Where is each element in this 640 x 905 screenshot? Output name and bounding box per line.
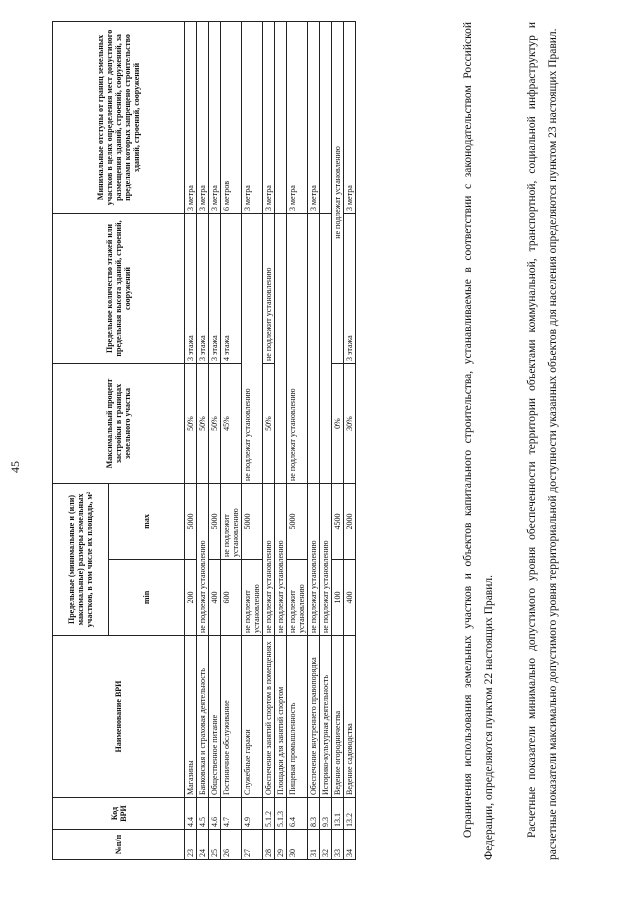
cell-code: 5.1.2 — [263, 798, 275, 830]
cell-max: 5000 — [185, 484, 197, 560]
cell-percent: 0% — [332, 364, 344, 484]
cell-min: 200 — [185, 560, 197, 636]
table-row — [242, 22, 263, 860]
cell-floors: 3 этажа — [209, 214, 221, 364]
cell-num: 29 — [275, 830, 287, 860]
cell-name: Историко-культурная деятельность — [320, 636, 332, 798]
cell-max: 5000 — [209, 484, 221, 560]
cell-setback: 3 метра — [197, 22, 209, 214]
header-num: №п/п — [53, 830, 185, 860]
cell-setback: 3 метра — [263, 22, 275, 214]
cell-code: 5.1.3 — [275, 798, 287, 830]
cell-min: 600 — [221, 560, 242, 636]
table-row — [275, 22, 287, 860]
cell-max: 2000 — [344, 484, 356, 560]
cell-code: 4.5 — [197, 798, 209, 830]
header-max: max — [109, 484, 185, 560]
paragraph-calculated-indicators: Расчетные показатели минимально допустимого уровня обеспеченности территории объектами коммунальной, транспортной, социальной инфраструктур и расчетные показатели максимально допустимого уровня территориальной доступности указанных объектов для населения определяются пунктом 23 настоящих Правил. — [526, 22, 559, 860]
cell-name: Банковская и страховая деятельность — [197, 636, 209, 798]
cell-name: Общественное питание — [209, 636, 221, 798]
cell-percent-floors: не подлежат установлению — [287, 214, 308, 484]
cell-minmax: не подлежат установлению — [308, 484, 320, 636]
cell-minmax: не подлежат установлению — [320, 484, 332, 636]
cell-setback: 3 метра — [344, 22, 356, 214]
cell-empty — [275, 22, 287, 214]
cell-code: 13.2 — [344, 798, 356, 830]
cell-setback: 3 метра — [209, 22, 221, 214]
cell-max: не подлежит установлению — [221, 484, 242, 560]
table-row — [320, 22, 332, 860]
cell-num: 28 — [263, 830, 275, 860]
cell-floors: не подлежит установлению — [263, 214, 275, 364]
cell-num: 31 — [308, 830, 320, 860]
cell-minmax: не подлежат установлению — [275, 484, 287, 636]
table-row — [221, 22, 242, 860]
cell-minmax: не подлежат установлению — [197, 484, 209, 636]
cell-name: Пищевая промышленность — [287, 636, 308, 798]
cell-max: 4500 — [332, 484, 344, 560]
cell-percent: 50% — [263, 364, 275, 484]
table-row — [332, 22, 344, 860]
cell-name: Служебные гаражи — [242, 636, 263, 798]
table-row — [209, 22, 221, 860]
cell-empty — [308, 214, 320, 484]
regulations-table — [52, 21, 356, 860]
header-name: Наименование ВРИ — [53, 636, 185, 798]
cell-min: 400 — [209, 560, 221, 636]
cell-min: 400 — [344, 560, 356, 636]
cell-max: 5000 — [287, 484, 308, 560]
header-floors: Предельное количество этажей или предельная высота зданий, строений, сооружений — [53, 214, 185, 364]
cell-percent-floors: не подлежат установлению — [242, 214, 263, 484]
cell-setback: 3 метра — [242, 22, 263, 214]
cell-min: 100 — [332, 560, 344, 636]
cell-code: 6.4 — [287, 798, 308, 830]
cell-name: Ведение огородничества — [332, 636, 344, 798]
cell-setback: 3 метра — [185, 22, 197, 214]
header-percent: Максимальный процент застройки в границах земельного участка — [53, 364, 185, 484]
cell-percent: 45% — [221, 364, 242, 484]
cell-floors: 4 этажа — [221, 214, 242, 364]
cell-num: 32 — [320, 830, 332, 860]
cell-num: 23 — [185, 830, 197, 860]
cell-code: 4.4 — [185, 798, 197, 830]
cell-floors: 3 этажа — [344, 214, 356, 364]
cell-floors-setback: не подлежат установлению — [332, 22, 344, 364]
cell-name: Обеспечение занятий спортом в помещениях — [263, 636, 275, 798]
cell-name: Площадки для занятий спортом — [275, 636, 287, 798]
cell-name: Гостиничное обслуживание — [221, 636, 242, 798]
cell-code: 13.1 — [332, 798, 344, 830]
cell-empty — [320, 22, 332, 214]
cell-num: 34 — [344, 830, 356, 860]
header-min: min — [109, 560, 185, 636]
cell-num: 33 — [332, 830, 344, 860]
cell-percent: 50% — [197, 364, 209, 484]
table-row — [197, 22, 209, 860]
header-code: Код ВРИ — [53, 798, 185, 830]
cell-code: 4.6 — [209, 798, 221, 830]
cell-floors: 3 этажа — [197, 214, 209, 364]
table-row — [344, 22, 356, 860]
cell-min: не подлежит установлению — [242, 560, 263, 636]
cell-max: 5000 — [242, 484, 263, 560]
cell-code: 4.9 — [242, 798, 263, 830]
page-number: 45 — [8, 461, 22, 473]
cell-setback: 3 метра — [287, 22, 308, 214]
cell-percent: 50% — [209, 364, 221, 484]
cell-percent: 30% — [344, 364, 356, 484]
table-row — [185, 22, 197, 860]
cell-name: Магазины — [185, 636, 197, 798]
cell-num: 25 — [209, 830, 221, 860]
header-size-group: Предельные (минимальные и (или) максимальные) размеры земельных участков, в том числе их площадь, м² — [53, 484, 109, 636]
cell-minmax: не подлежат установлению — [263, 484, 275, 636]
cell-empty — [320, 214, 332, 484]
cell-empty — [275, 214, 287, 484]
cell-min: не подлежит установлению — [287, 560, 308, 636]
cell-code: 8.3 — [308, 798, 320, 830]
table-row — [308, 22, 320, 860]
table-row — [287, 22, 308, 860]
cell-setback: 6 метров — [221, 22, 242, 214]
cell-floors: 3 этажа — [185, 214, 197, 364]
cell-num: 27 — [242, 830, 263, 860]
cell-setback: 3 метра — [308, 22, 320, 214]
cell-name: Ведение садоводства — [344, 636, 356, 798]
cell-code: 9.3 — [320, 798, 332, 830]
cell-num: 24 — [197, 830, 209, 860]
cell-num: 30 — [287, 830, 308, 860]
cell-name: Обеспечение внутреннего правопорядка — [308, 636, 320, 798]
table-row — [263, 22, 275, 860]
cell-num: 26 — [221, 830, 242, 860]
header-setback: Минимальные отступы от границ земельных участков в целях определения мест допустимого размещения зданий, строений, сооружений, за пределами которых запрещено строительство зданий, строений, сооружений — [53, 22, 185, 214]
cell-code: 4.7 — [221, 798, 242, 830]
cell-percent: 50% — [185, 364, 197, 484]
paragraph-restrictions: Ограничения использования земельных участков и объектов капитального строительства, устанавливаемые в соответствии с законодательством Российской Федерации, определяются пунктом 22 настоящих Правил. — [462, 22, 495, 860]
